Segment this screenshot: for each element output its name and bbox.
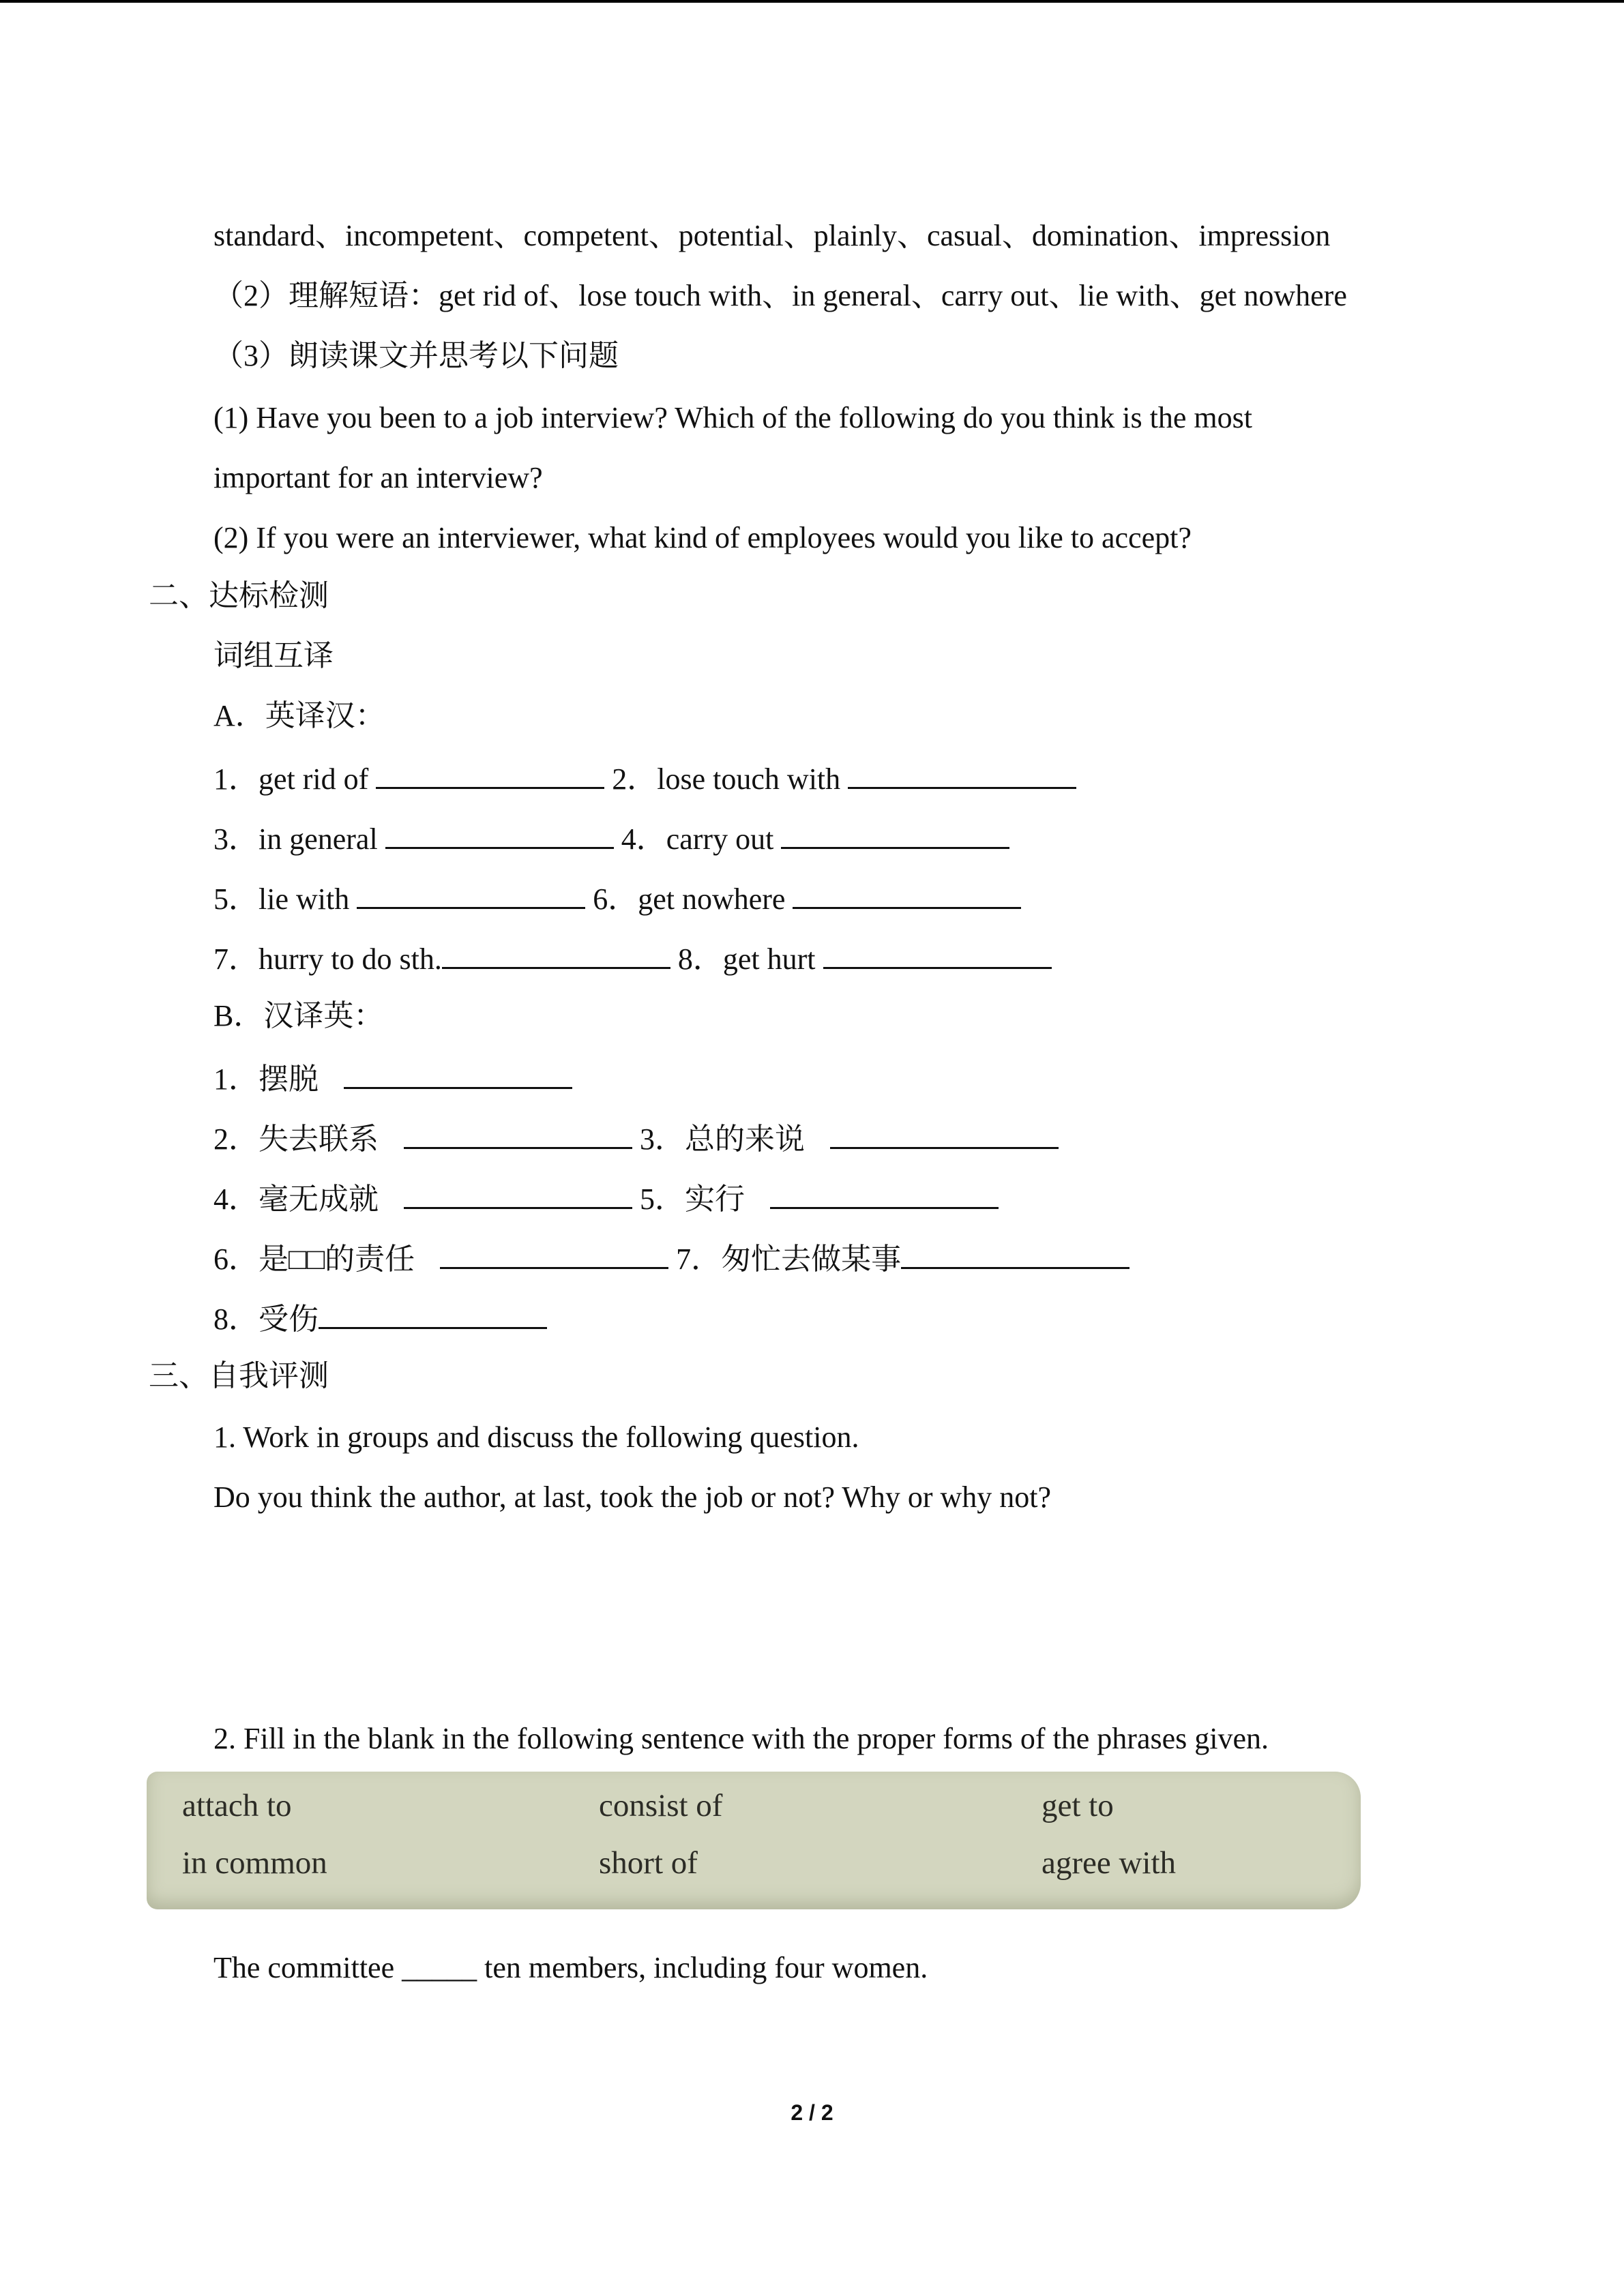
answer-blank[interactable]: [344, 1057, 572, 1089]
item-3: （3）朗读课文并思考以下问题: [213, 339, 619, 372]
a-item: 6．get nowhere: [585, 882, 793, 916]
answer-blank[interactable]: [901, 1237, 1130, 1269]
a-item: 8．get hurt: [670, 942, 823, 976]
item-2: （2）理解短语：get rid of、lose touch with、in general、carry out、lie with、get nowhere: [213, 279, 1347, 312]
b-row: [213, 1297, 547, 1339]
answer-blank[interactable]: [781, 817, 1009, 849]
answer-blank[interactable]: [385, 817, 614, 849]
section-3-heading: 三、自我评测: [149, 1359, 329, 1392]
b-row: [213, 1237, 1130, 1279]
a-item: 7．hurry to do sth.: [213, 942, 442, 976]
answer-blank[interactable]: [404, 1177, 632, 1209]
top-border: [0, 0, 1624, 3]
answer-blank[interactable]: [793, 877, 1021, 909]
b-item: 1．摆脱: [213, 1062, 326, 1096]
fill-sentence: The committee _____ ten members, including four women.: [213, 1951, 928, 1984]
phrase: get to: [1042, 1788, 1114, 1823]
b-item: 6．是□□的责任: [213, 1242, 423, 1276]
b-item: 8．受伤: [213, 1302, 319, 1336]
task-1: 1. Work in groups and discuss the following question.: [213, 1420, 859, 1454]
phrase: in common: [182, 1845, 327, 1881]
phrase: agree with: [1042, 1845, 1177, 1881]
b-item: 3．总的来说: [632, 1122, 812, 1156]
a-item: 4．carry out: [613, 822, 782, 856]
answer-blank[interactable]: [404, 1117, 632, 1149]
b-row: [213, 1177, 999, 1219]
answer-blank[interactable]: [830, 1117, 1059, 1149]
page-number: 2 / 2: [791, 2100, 833, 2125]
a-item: 2．lose touch with: [604, 762, 848, 796]
b-item: 5．实行: [632, 1182, 752, 1216]
part-a-heading: A．英译汉：: [213, 699, 385, 732]
phrase: consist of: [599, 1788, 723, 1823]
question-2: (2) If you were an interviewer, what kind of employees would you like to accept?: [213, 521, 1192, 554]
answer-blank[interactable]: [770, 1177, 999, 1209]
subtitle: 词组互译: [213, 639, 334, 672]
task-2: 2. Fill in the blank in the following sentence with the proper forms of the phrases given.: [213, 1722, 1269, 1755]
question-1-line-2: important for an interview?: [213, 461, 543, 494]
vocab-line: standard、incompetent、competent、potential、plainly、casual、domination、impression: [213, 219, 1331, 252]
phrase-box: [147, 1772, 1361, 1909]
answer-blank[interactable]: [376, 757, 604, 789]
a-item: 1．get rid of: [213, 762, 377, 796]
b-item: 4．毫无成就: [213, 1182, 386, 1216]
answer-blank[interactable]: [319, 1297, 547, 1329]
a-row: [213, 877, 1021, 919]
answer-blank[interactable]: [848, 757, 1076, 789]
part-b-heading: B．汉译英：: [213, 999, 384, 1032]
question-1-line-1: (1) Have you been to a job interview? Which of the following do you think is the most: [213, 401, 1252, 434]
a-row: [213, 937, 1052, 979]
a-row: [213, 757, 1076, 799]
phrase: short of: [599, 1845, 698, 1881]
phrase: attach to: [182, 1788, 292, 1823]
b-item: 7．匆忙去做某事: [668, 1242, 902, 1276]
section-2-heading: 二、达标检测: [149, 579, 329, 612]
answer-blank[interactable]: [357, 877, 585, 909]
answer-blank[interactable]: [442, 937, 670, 969]
b-row: [213, 1117, 1059, 1159]
answer-blank[interactable]: [823, 937, 1052, 969]
a-row: [213, 817, 1009, 859]
task-1-question: Do you think the author, at last, took the job or not? Why or why not?: [213, 1480, 1052, 1514]
a-item: 5．lie with: [213, 882, 357, 916]
b-item: 2．失去联系: [213, 1122, 386, 1156]
a-item: 3．in general: [213, 822, 385, 856]
answer-blank[interactable]: [440, 1237, 668, 1269]
b-row: [213, 1057, 572, 1099]
